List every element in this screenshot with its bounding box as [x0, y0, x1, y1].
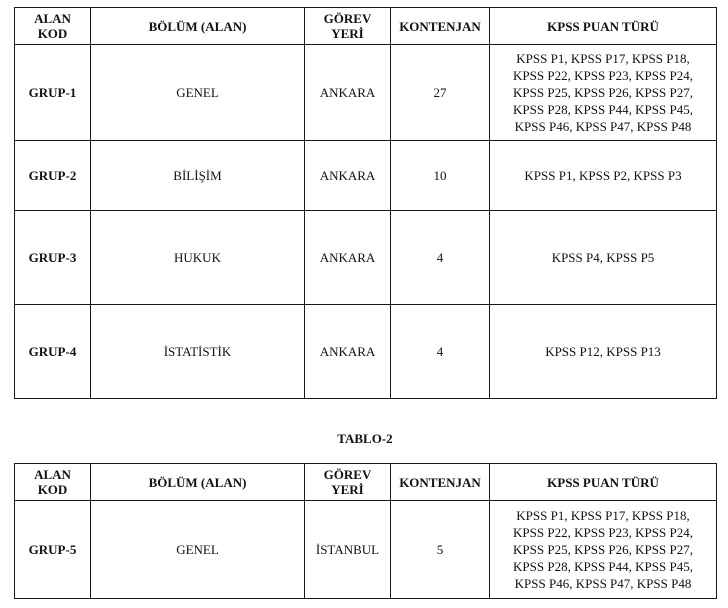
header-kontenjan: KONTENJAN: [391, 464, 490, 501]
cell-gorev-yeri: ANKARA: [305, 211, 391, 305]
cell-alan-kod: GRUP-2: [15, 141, 91, 211]
kpss-line: KPSS P46, KPSS P47, KPSS P48: [514, 576, 692, 591]
cell-kontenjan: 27: [391, 45, 490, 141]
cell-kpss-puan-turu: [490, 211, 717, 305]
kpss-line: KPSS P4, KPSS P5: [551, 250, 655, 265]
kpss-line: KPSS P25, KPSS P26, KPSS P27,: [513, 542, 693, 557]
quota-table-2: [14, 463, 717, 599]
header-bolum: BÖLÜM (ALAN): [91, 8, 305, 45]
kpss-line: KPSS P25, KPSS P26, KPSS P27,: [513, 85, 693, 100]
cell-kpss-puan-turu: [490, 501, 717, 599]
cell-gorev-yeri: ANKARA: [305, 45, 391, 141]
table-row: [15, 211, 717, 305]
cell-kpss-puan-turu: [490, 45, 717, 141]
header-bolum: BÖLÜM (ALAN): [91, 464, 305, 501]
cell-bolum: BİLİŞİM: [91, 141, 305, 211]
cell-kontenjan: 4: [391, 305, 490, 399]
cell-kontenjan: 10: [391, 141, 490, 211]
header-kontenjan: KONTENJAN: [391, 8, 490, 45]
cell-gorev-yeri: ANKARA: [305, 305, 391, 399]
cell-bolum: HUKUK: [91, 211, 305, 305]
kpss-line: KPSS P28, KPSS P44, KPSS P45,: [513, 102, 693, 117]
kpss-line: KPSS P22, KPSS P23, KPSS P24,: [513, 525, 693, 540]
table-row: [15, 141, 717, 211]
header-gorev-yeri-line-2: YERİ: [331, 26, 364, 41]
cell-alan-kod: GRUP-1: [15, 45, 91, 141]
header-alan-kod-line-2: KOD: [37, 26, 68, 41]
header-alan-kod-line-1: ALAN: [34, 467, 71, 482]
cell-kontenjan: 4: [391, 211, 490, 305]
cell-alan-kod: GRUP-4: [15, 305, 91, 399]
header-gorev-yeri-line-1: GÖREV: [323, 467, 372, 482]
quota-table-1: [14, 7, 717, 399]
kpss-line: KPSS P1, KPSS P2, KPSS P3: [524, 168, 682, 183]
table-row: [15, 501, 717, 599]
cell-alan-kod: GRUP-5: [15, 501, 91, 599]
header-gorev-yeri-line-2: YERİ: [331, 482, 364, 497]
header-gorev-yeri: [305, 8, 391, 45]
kpss-line: KPSS P46, KPSS P47, KPSS P48: [514, 119, 692, 134]
header-kpss-puan-turu: KPSS PUAN TÜRÜ: [490, 464, 717, 501]
kpss-line: KPSS P1, KPSS P17, KPSS P18,: [516, 51, 690, 66]
header-alan-kod-line-2: KOD: [37, 482, 68, 497]
kpss-line: KPSS P28, KPSS P44, KPSS P45,: [513, 559, 693, 574]
header-gorev-yeri-line-1: GÖREV: [323, 11, 372, 26]
cell-gorev-yeri: ANKARA: [305, 141, 391, 211]
cell-bolum: GENEL: [91, 501, 305, 599]
table-2-caption: TABLO-2: [337, 431, 393, 446]
kpss-line: KPSS P1, KPSS P17, KPSS P18,: [516, 508, 690, 523]
cell-kontenjan: 5: [391, 501, 490, 599]
cell-bolum: İSTATİSTİK: [91, 305, 305, 399]
header-alan-kod: [15, 8, 91, 45]
header-alan-kod: [15, 464, 91, 501]
cell-kpss-puan-turu: [490, 141, 717, 211]
cell-alan-kod: GRUP-3: [15, 211, 91, 305]
cell-kpss-puan-turu: [490, 305, 717, 399]
cell-bolum: GENEL: [91, 45, 305, 141]
kpss-line: KPSS P12, KPSS P13: [545, 344, 661, 359]
table-header-row: [15, 464, 717, 501]
header-gorev-yeri: [305, 464, 391, 501]
header-alan-kod-line-1: ALAN: [34, 11, 71, 26]
header-kpss-puan-turu: KPSS PUAN TÜRÜ: [490, 8, 717, 45]
cell-gorev-yeri: İSTANBUL: [305, 501, 391, 599]
table-row: [15, 305, 717, 399]
table-header-row: [15, 8, 717, 45]
table-row: [15, 45, 717, 141]
kpss-line: KPSS P22, KPSS P23, KPSS P24,: [513, 68, 693, 83]
